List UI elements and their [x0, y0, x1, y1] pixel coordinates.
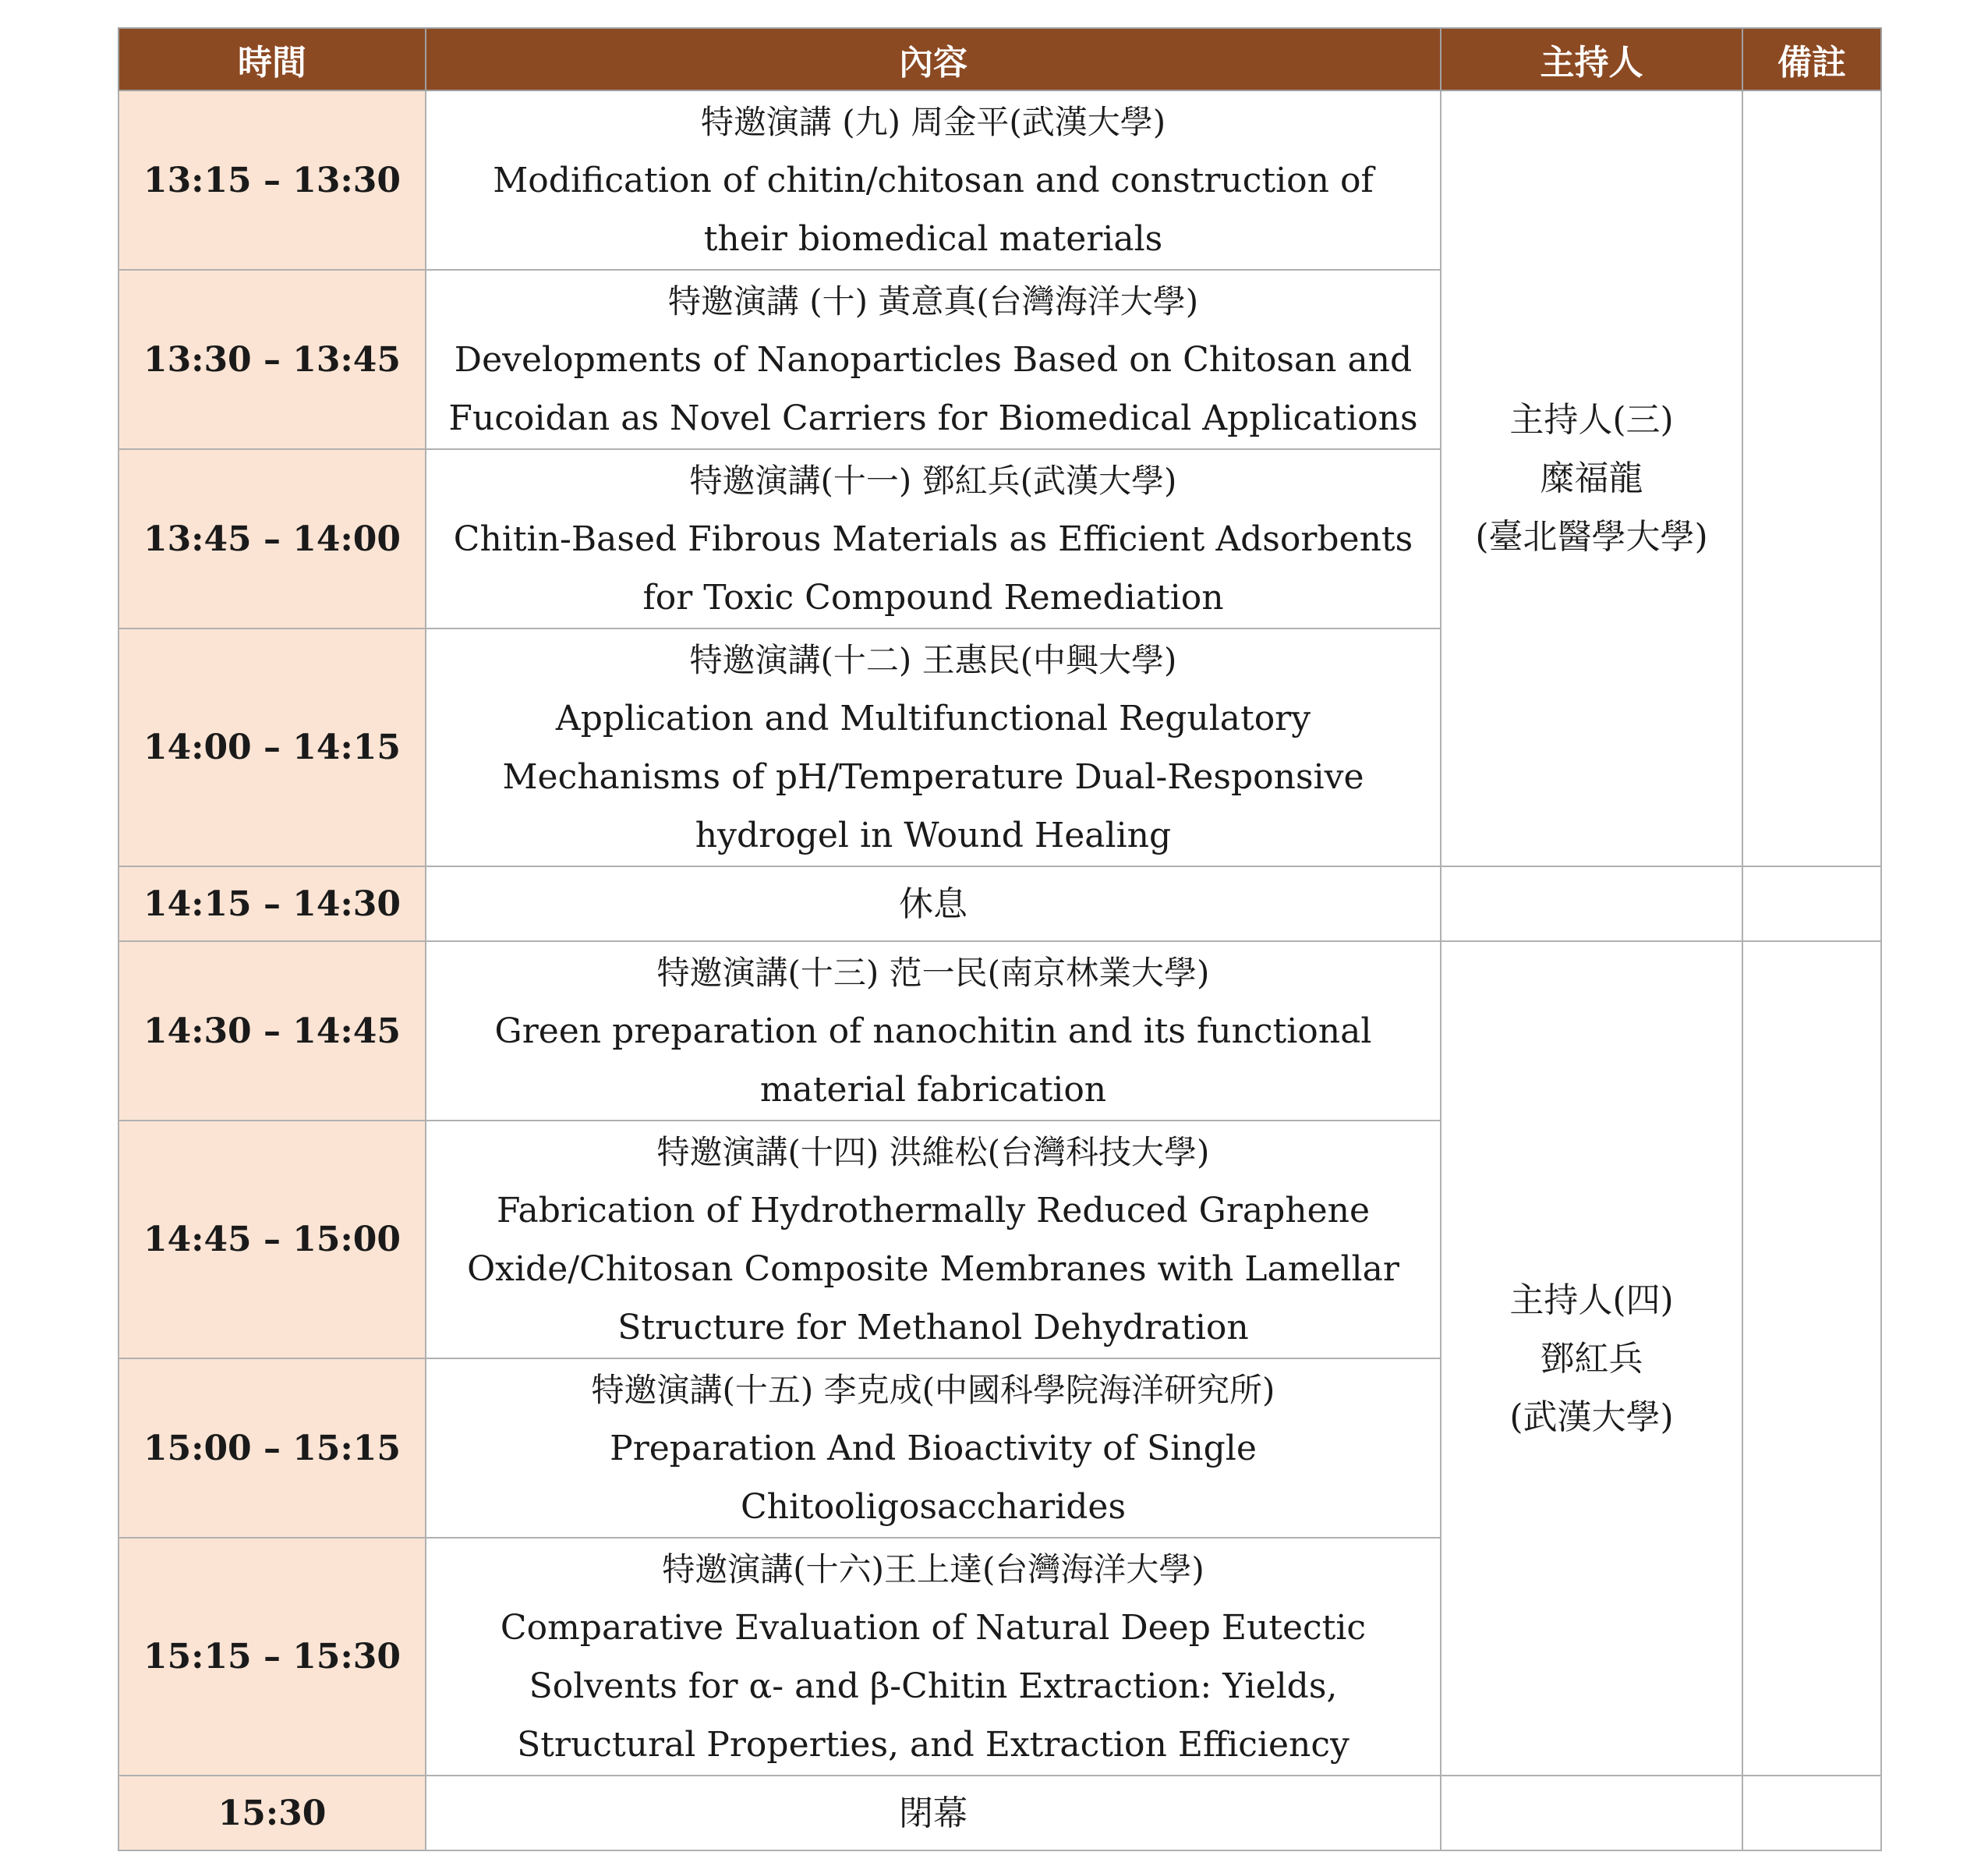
talk-title-zh: 特邀演講(十六)王上達(台灣海洋大學): [662, 1549, 1204, 1588]
time-cell: 13:45 – 14:00: [119, 449, 426, 629]
host-affiliation: (武漢大學): [1509, 1397, 1674, 1437]
content-cell: [426, 270, 1441, 449]
host-cell-empty: [1441, 866, 1742, 941]
time-cell: 14:45 – 15:00: [119, 1121, 426, 1358]
content-cell: [426, 90, 1441, 270]
talk-title-zh: 特邀演講 (九) 周金平(武漢大學): [700, 102, 1166, 141]
table-row: [119, 90, 1881, 270]
schedule-table: [118, 27, 1882, 1851]
time-cell: 14:30 – 14:45: [119, 941, 426, 1121]
talk-title-en: Chitooligosaccharides: [740, 1486, 1127, 1527]
talk-title-en: Structural Properties, and Extraction Efficiency: [517, 1724, 1350, 1765]
time-cell: 14:00 – 14:15: [119, 629, 426, 866]
talk-title-en: Comparative Evaluation of Natural Deep Eutectic: [500, 1607, 1367, 1648]
host-label: 主持人(四): [1509, 1280, 1674, 1320]
host-affiliation: (臺北醫學大學): [1475, 517, 1708, 557]
header-time: 時間: [119, 28, 426, 90]
time-cell: 15:00 – 15:15: [119, 1358, 426, 1538]
header-host: 主持人: [1441, 28, 1742, 90]
talk-title-en: Application and Multifunctional Regulatory: [555, 698, 1311, 738]
talk-title-en: hydrogel in Wound Healing: [695, 815, 1172, 855]
closing-cell: 閉幕: [426, 1776, 1441, 1850]
note-cell: [1742, 90, 1881, 866]
talk-title-en: Preparation And Bioactivity of Single: [610, 1428, 1257, 1468]
host-cell-three: [1441, 90, 1742, 866]
time-cell: 15:15 – 15:30: [119, 1538, 426, 1776]
talk-title-en: Oxide/Chitosan Composite Membranes with Lamellar: [467, 1248, 1399, 1289]
host-name: 糜福龍: [1540, 459, 1643, 498]
talk-title-en: Chitin-Based Fibrous Materials as Efficient Adsorbents: [453, 519, 1413, 559]
time-cell: 13:15 – 13:30: [119, 90, 426, 270]
talk-title-zh: 特邀演講(十二) 王惠民(中興大學): [689, 640, 1177, 679]
time-cell: 13:30 – 13:45: [119, 270, 426, 449]
talk-title-en: Developments of Nanoparticles Based on Chitosan and: [454, 339, 1413, 380]
talk-title-en: Mechanisms of pH/Temperature Dual-Responsive: [502, 756, 1364, 797]
content-cell: [426, 1538, 1441, 1776]
header-note: 備註: [1742, 28, 1881, 90]
talk-title-en: for Toxic Compound Remediation: [642, 577, 1224, 618]
talk-title-zh: 特邀演講 (十) 黃意真(台灣海洋大學): [667, 282, 1199, 320]
talk-title-en: their biomedical materials: [703, 218, 1163, 259]
talk-title-zh: 特邀演講(十四) 洪維松(台灣科技大學): [656, 1132, 1210, 1171]
header-row: [119, 28, 1881, 90]
header-content: 內容: [426, 28, 1441, 90]
talk-title-en: Green preparation of nanochitin and its functional: [494, 1011, 1372, 1051]
table-row: [119, 866, 1881, 941]
break-cell: 休息: [426, 866, 1441, 941]
time-cell: 15:30: [119, 1776, 426, 1850]
content-cell: [426, 449, 1441, 629]
host-label: 主持人(三): [1509, 400, 1674, 440]
host-name: 鄧紅兵: [1540, 1338, 1643, 1379]
content-cell: [426, 941, 1441, 1121]
talk-title-en: Structure for Methanol Dehydration: [617, 1307, 1249, 1347]
note-cell: [1742, 941, 1881, 1776]
talk-title-en: Modification of chitin/chitosan and construction of: [493, 160, 1374, 200]
content-cell: [426, 629, 1441, 866]
note-cell: [1742, 1776, 1881, 1850]
talk-title-zh: 特邀演講(十一) 鄧紅兵(武漢大學): [689, 461, 1177, 500]
table-row: [119, 941, 1881, 1121]
talk-title-en: material fabrication: [759, 1069, 1107, 1110]
table-row: [119, 1776, 1881, 1850]
talk-title-en: Fucoidan as Novel Carriers for Biomedical Applications: [448, 398, 1418, 438]
talk-title-zh: 特邀演講(十三) 范一民(南京林業大學): [656, 953, 1210, 992]
host-cell-four: [1441, 941, 1742, 1776]
content-cell: [426, 1358, 1441, 1538]
talk-title-zh: 特邀演講(十五) 李克成(中國科學院海洋研究所): [591, 1370, 1275, 1409]
content-cell: [426, 1121, 1441, 1358]
host-cell-empty: [1441, 1776, 1742, 1850]
time-cell: 14:15 – 14:30: [119, 866, 426, 941]
note-cell: [1742, 866, 1881, 941]
talk-title-en: Solvents for α- and β-Chitin Extraction: Yields,: [529, 1666, 1338, 1706]
talk-title-en: Fabrication of Hydrothermally Reduced Graphene: [496, 1190, 1371, 1230]
